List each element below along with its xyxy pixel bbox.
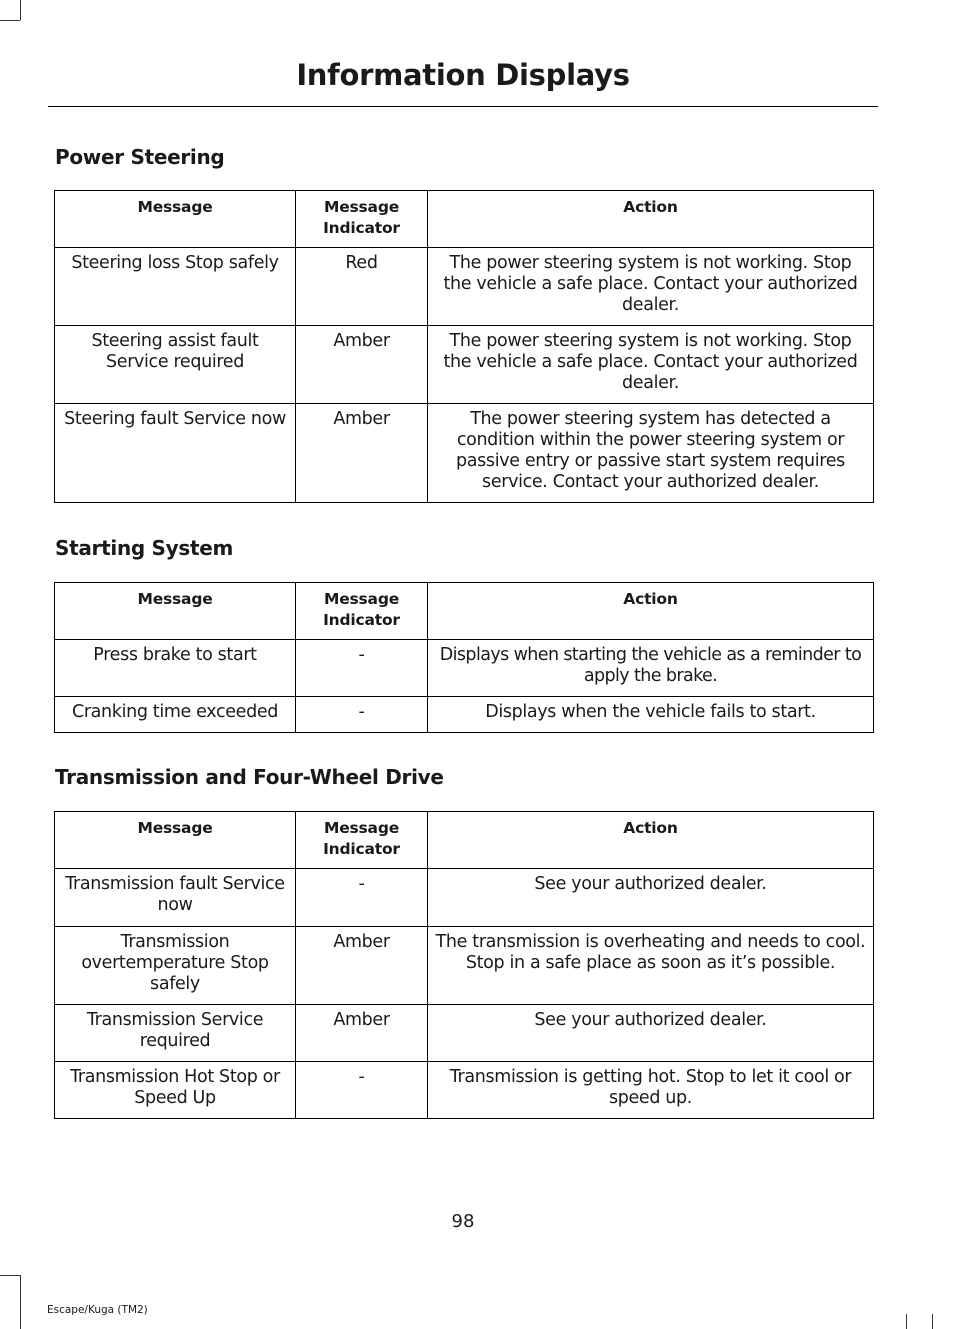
- column-header-message-indicator: Message Indicator: [296, 583, 428, 640]
- column-header-action: Action: [428, 812, 874, 869]
- page-title: Information Displays: [296, 58, 630, 92]
- indicator-cell: Amber: [296, 404, 428, 503]
- table-header-row: [55, 191, 874, 248]
- crop-mark-bottom-left-horizontal: [0, 1275, 20, 1276]
- crop-mark-top-left-vertical: [20, 0, 21, 20]
- message-cell: Steering assist fault Service required: [55, 326, 296, 404]
- action-cell: See your authorized dealer.: [428, 869, 874, 927]
- crop-mark-top-left-horizontal: [0, 20, 20, 21]
- table-row: [55, 404, 874, 503]
- footer-model-label: Escape/Kuga (TM2): [47, 1304, 148, 1316]
- indicator-cell: Amber: [296, 1005, 428, 1062]
- action-cell: The power steering system is not working. Stop the vehicle a safe place. Contact your authorized dealer.: [428, 326, 874, 404]
- title-divider: [48, 106, 878, 107]
- indicator-cell: -: [296, 640, 428, 697]
- crop-mark-bottom-right-vertical-a: [932, 1314, 933, 1329]
- table-row: [55, 1005, 874, 1062]
- column-header-action: Action: [428, 583, 874, 640]
- section-heading-transmission-four-wheel-drive: Transmission and Four-Wheel Drive: [55, 765, 444, 789]
- message-cell: Cranking time exceeded: [55, 697, 296, 733]
- message-cell: Steering fault Service now: [55, 404, 296, 503]
- action-cell: Displays when starting the vehicle as a reminder to apply the brake.: [428, 640, 874, 697]
- crop-mark-bottom-left-vertical: [20, 1275, 21, 1329]
- indicator-cell: Amber: [296, 326, 428, 404]
- table-header-row: [55, 583, 874, 640]
- message-cell: Transmission Service required: [55, 1005, 296, 1062]
- message-cell: Press brake to start: [55, 640, 296, 697]
- column-header-message: Message: [55, 191, 296, 248]
- indicator-cell: -: [296, 697, 428, 733]
- action-cell: See your authorized dealer.: [428, 1005, 874, 1062]
- message-cell: Steering loss Stop safely: [55, 248, 296, 326]
- indicator-cell: -: [296, 869, 428, 927]
- action-cell: The transmission is overheating and needs to cool. Stop in a safe place as soon as it’s possible.: [428, 927, 874, 1005]
- section-heading-power-steering: Power Steering: [55, 145, 225, 169]
- starting-system-table: [54, 582, 874, 733]
- table-row: [55, 1062, 874, 1119]
- action-cell: The power steering system has detected a condition within the power steering system or passive entry or passive start system requires service. Contact your authorized dealer.: [428, 404, 874, 503]
- indicator-cell: Amber: [296, 927, 428, 1005]
- table-header-row: [55, 812, 874, 869]
- table-row: [55, 248, 874, 326]
- action-cell: The power steering system is not working. Stop the vehicle a safe place. Contact your authorized dealer.: [428, 248, 874, 326]
- transmission-table: [54, 811, 874, 1119]
- column-header-message-indicator: Message Indicator: [296, 812, 428, 869]
- column-header-message-indicator: Message Indicator: [296, 191, 428, 248]
- section-heading-starting-system: Starting System: [55, 536, 234, 560]
- action-cell: Transmission is getting hot. Stop to let it cool or speed up.: [428, 1062, 874, 1119]
- column-header-message: Message: [55, 812, 296, 869]
- indicator-cell: Red: [296, 248, 428, 326]
- message-cell: Transmission fault Service now: [55, 869, 296, 927]
- message-cell: Transmission Hot Stop or Speed Up: [55, 1062, 296, 1119]
- table-row: [55, 640, 874, 697]
- table-row: [55, 697, 874, 733]
- page-number: 98: [451, 1211, 475, 1232]
- indicator-cell: -: [296, 1062, 428, 1119]
- table-row: [55, 927, 874, 1005]
- column-header-message: Message: [55, 583, 296, 640]
- table-row: [55, 869, 874, 927]
- power-steering-table: [54, 190, 874, 503]
- column-header-action: Action: [428, 191, 874, 248]
- action-cell: Displays when the vehicle fails to start.: [428, 697, 874, 733]
- message-cell: Transmission overtemperature Stop safely: [55, 927, 296, 1005]
- crop-mark-bottom-right-vertical-b: [906, 1314, 907, 1329]
- table-row: [55, 326, 874, 404]
